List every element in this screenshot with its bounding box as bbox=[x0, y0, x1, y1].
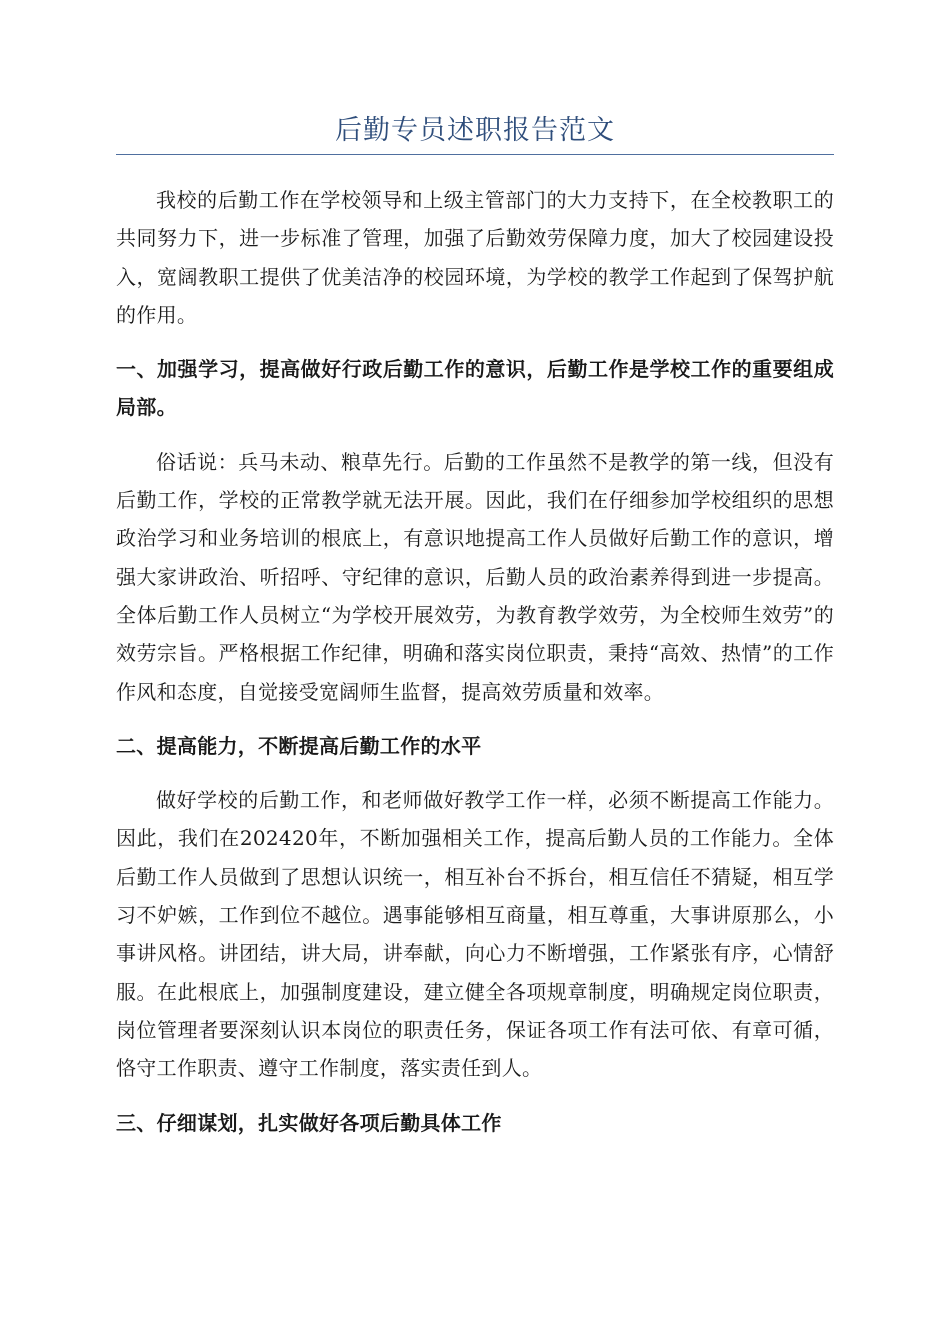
title-underline bbox=[116, 154, 834, 155]
section-2-body: 做好学校的后勤工作，和老师做好教学工作一样，必须不断提高工作能力。因此，我们在202420年，不断加强相关工作，提高后勤人员的工作能力。全体后勤工作人员做到了思想认识统一，相互补台不拆台，相互信任不猜疑，相互学习不妒嫉，工作到位不越位。遇事能够相互商量，相互尊重，大事讲原那么，小事讲风格。讲团结，讲大局，讲奉献，向心力不断增强，工作紧张有序，心情舒服。在此根底上，加强制度建设，建立健全各项规章制度，明确规定岗位职责，岗位管理者要深刻认识本岗位的职责任务，保证各项工作有法可依、有章可循，恪守工作职责、遵守工作制度，落实责任到人。 bbox=[116, 788, 834, 1081]
section-1-body: 俗话说：兵马未动、粮草先行。后勤的工作虽然不是教学的第一线，但没有后勤工作，学校的正常教学就无法开展。因此，我们在仔细参加学校组织的思想政治学习和业务培训的根底上，有意识地提高工作人员做好后勤工作的意识，增强大家讲政治、听招呼、守纪律的意识，后勤人员的政治素养得到进一步提高。全体后勤工作人员树立“为学校开展效劳，为教育教学效劳，为全校师生效劳”的效劳宗旨。严格根据工作纪律，明确和落实岗位职责，秉持“高效、热情”的工作作风和态度，自觉接受宽阔师生监督，提高效劳质量和效率。 bbox=[116, 449, 834, 704]
intro-paragraph: 我校的后勤工作在学校领导和上级主管部门的大力支持下，在全校教职工的共同努力下，进一步标准了管理，加强了后勤效劳保障力度，加大了校园建设投入，宽阔教职工提供了优美洁净的校园环境，为学校的教学工作起到了保驾护航的作用。 bbox=[116, 188, 834, 327]
section-1-heading: 一、加强学习，提高做好行政后勤工作的意识，后勤工作是学校工作的重要组成局部。 bbox=[116, 357, 834, 420]
document-page bbox=[116, 108, 834, 1158]
document-title: 后勤专员述职报告范文 bbox=[335, 115, 615, 146]
section-3-heading: 三、仔细谋划，扎实做好各项后勤具体工作 bbox=[116, 1110, 502, 1135]
section-2-heading: 二、提高能力，不断提高后勤工作的水平 bbox=[116, 733, 482, 758]
